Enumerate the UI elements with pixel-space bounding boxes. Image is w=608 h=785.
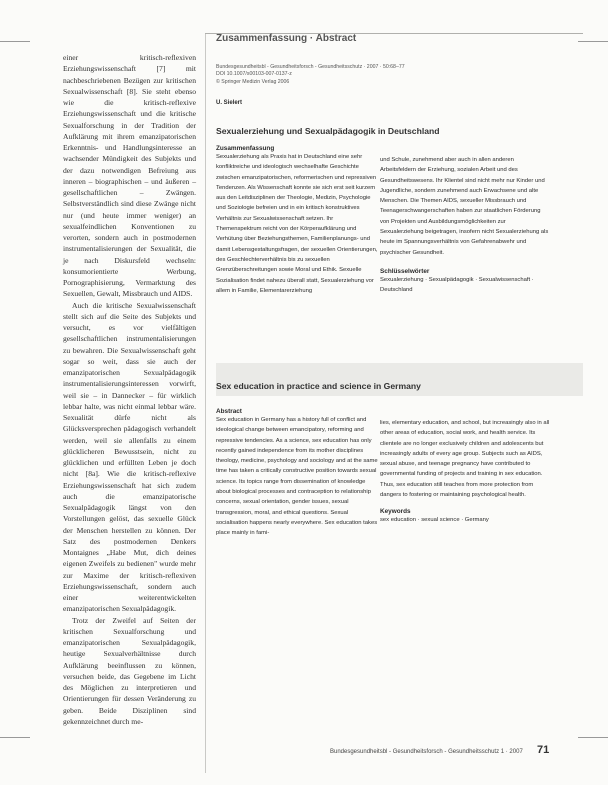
english-col-1 — [216, 408, 378, 539]
german-col-2 — [380, 155, 550, 296]
meta-line-doi: DOI 10.1007/s00103-007-0137-z — [216, 71, 292, 78]
page-number: 71 — [537, 744, 550, 756]
german-title: Sexualerziehung und Sexualpädagogik in Deutschland — [216, 126, 440, 136]
footer-journal: Bundesgesundheitsbl - Gesundheitsforsch - Gesundheitsschutz 1 · 2007 — [330, 749, 523, 755]
author-name: U. Sielert — [216, 100, 243, 106]
left-paragraph-3: Trotz der Zweifel auf Seiten der kritischen Sexualforschung und emanzipatorischen Sexualpädagogik, heutige Sexualverhältnisse durch Aufklärung beeinflussen zu können, versuchen beide, das Gegebene im Licht des Möglichen zu interpretieren und Orientierungen für dessen Veränderung zu geben. Beide Disziplinen sind gekennzeichnet durch me- — [63, 615, 196, 726]
german-abstract-part-2: und Schule, zunehmend aber auch in allen anderen Arbeitsfeldern der Erziehung, sozialen Arbeit und des Gesundheitswesens. Ihr Klientel sind nicht mehr nur Kinder und Jugendliche, sondern zunehmend auch Erwachsene und alte Menschen. Die Themen AIDS, sexueller Missbrauch und Teenagerschwangerschaften haben zur staatlichen Förderung von Projekten und Ausbildungsmöglichkeiten zur Sexualerziehung beigetragen, insofern nicht Sexualerziehung als heute im Spannungsverhältnis von Gefahrenabwehr und psychischer Gesundheit. — [380, 157, 549, 256]
english-abstract-part-1: Sex education in Germany has a history full of conflict and ideological change between emancipatory, reforming and repressive tendencies. As a science, sex education has only recently gained independence from its mother disciplines theology, medicine, psychology and sociology and at the same time has taken a critically constructive position towards sexual science. Its topics range from dissemination of knowledge about biological processes and contraception to relationship concerns, sexual orientation, gender issues, sexual transgression, moral, and ethical questions. Sexual socialisation happens nearly everywhere. Sex education takes place mainly in fami- — [216, 417, 378, 537]
crop-mark — [0, 737, 30, 738]
english-abstract-heading: Abstract — [216, 408, 242, 415]
german-keywords: Sexualerziehung · Sexualpädagogik · Sexualwissenschaft · Deutschland — [380, 276, 534, 294]
english-title: Sex education in practice and science in Germany — [216, 381, 421, 391]
english-abstract-part-2: lies, elementary education, and school, but increasingly also in all other areas of education, social work, and health service. Its clientele are no longer exclusively children and adolescents but increasingly adults of every age group. Subjects such as AIDS, sexual abuse, and teenage pregnancy have contributed to governmental funding of projects and training in sex education. Thus, sex education still teaches from more protection from dangers to fostering or maintaining psychological health. — [380, 420, 550, 499]
german-keywords-heading: Schlüsselwörter — [380, 267, 430, 275]
german-abstract-heading: Zusammenfassung — [216, 145, 275, 152]
english-col-2 — [380, 418, 550, 526]
crop-mark — [578, 41, 608, 42]
crop-mark — [578, 737, 608, 738]
left-body-column — [63, 52, 196, 727]
crop-mark — [0, 41, 30, 42]
german-col-1 — [216, 145, 378, 296]
english-title-band — [216, 363, 583, 396]
german-abstract-part-1: Sexualerziehung als Praxis hat in Deutschland eine sehr konfliktreiche und ideologisch wechselhafte Geschichte zwischen emanzipatorischen, reformerischen und repressiven Tendenzen. Als Wissenschaft konnte sie sich erst seit kurzem aus den Leitdisziplinen der Theologie, Medizin, Psychologie und Soziologie befreien und in ein kritisch konstruktives Verhältnis zur Sexualwissenschaft setzen. Ihr Themenspektrum reicht von der Körperaufklärung und Verhütung über Beziehungsthemen, Familienplanungs- und damit Lebensgestaltungsfragen, der sexuellen Orientierungen, des Geschlechterverhältnis bis zu sexuellen Grenzüberschreitungen sowie Moral und Ethik. Sexuelle Sozialisation findet nahezu überall statt, Sexualerziehung vor allem in Familie, Elementarerziehung — [216, 154, 378, 294]
citation-meta — [216, 64, 405, 86]
column-divider — [205, 33, 206, 773]
meta-line-journal: Bundesgesundheitsbl - Gesundheitsforsch - Gesundheitsschutz · 2007 · 50:68–77 — [216, 64, 405, 70]
meta-line-copyright: © Springer Medizin Verlag 2006 — [216, 78, 290, 85]
left-paragraph-2: Auch die kritische Sexualwissenschaft stellt sich auf die Seite des Subjekts und versucht, es vor vielfältigen gesellschaftlichen instrumentalisierungen zu bewahren. Die Sexualwissenschaft geht sogar so weit, dass sie auch der emanzipatorischen Sexualpädagogik instrumentalisierungsinteressen vorwirft, weil sie – in Dannecker – für wirklich lebbar halte, was nicht einmal lebbar wäre. Sexualität dürfe nicht als Glücksversprechen pädagogisch verhandelt werden, weil sie allenfalls zu einem glücklicheren Bewusstsein, nicht zu glücklichen und erfüllten Leben je doch nicht [8a]. Wie die kritisch-reflexive Erziehungswissenschaft hat sich zudem auch die emanzipatorische Sexualpädagogik längst von den Vorstellungen gelöst, das sexuelle Glück der Menschen herstellen zu können. Der Satz des postmodernen Denkers Montaignes „Habe Mut, dich deines eigenen Zweifels zu bedienen" wurde mehr zur Maxime der kritisch-reflexiven Erziehungswissenschaft, sondern auch einer weiterentwickelten emanzipatorischen Sexualpädagogik. — [63, 300, 196, 614]
left-paragraph-1: einer kritisch-reflexiven Erziehungswissenschaft [7] mit nachbeschriebenen Bezügen zur kritischen Sexualwissenschaft [8]. Sie steht ebenso wie die kritisch-reflexive Erziehungswissenschaft und die kritische Sexualforschung in der Tradition der Aufklärung mit ihrem emanzipatorischen Erkenntnis- und Handlungsinteresse an wachsender Mündigkeit des Subjekts und der dazu notwendigen Befreiung aus inneren – biographischen – und äußeren – gesellschaftlichen – Zwängen. Selbstverständlich sind diese Zwänge nicht nur (und heute immer weniger) an sexualfeindlichen Konventionen zu verorten, sondern auch in postmodernen instrumentalisierungen der Sexualität, die je nach Diskursfeld wechseln: konsumorientierte Werbung, Pornographisierung, Vermarktung des Sexuellen, Gewalt, Missbrauch und AIDS. — [63, 53, 196, 299]
section-header: Zusammenfassung · Abstract — [216, 33, 357, 44]
english-keywords: sex education · sexual science · Germany — [380, 517, 489, 524]
english-keywords-heading: Keywords — [380, 508, 411, 516]
